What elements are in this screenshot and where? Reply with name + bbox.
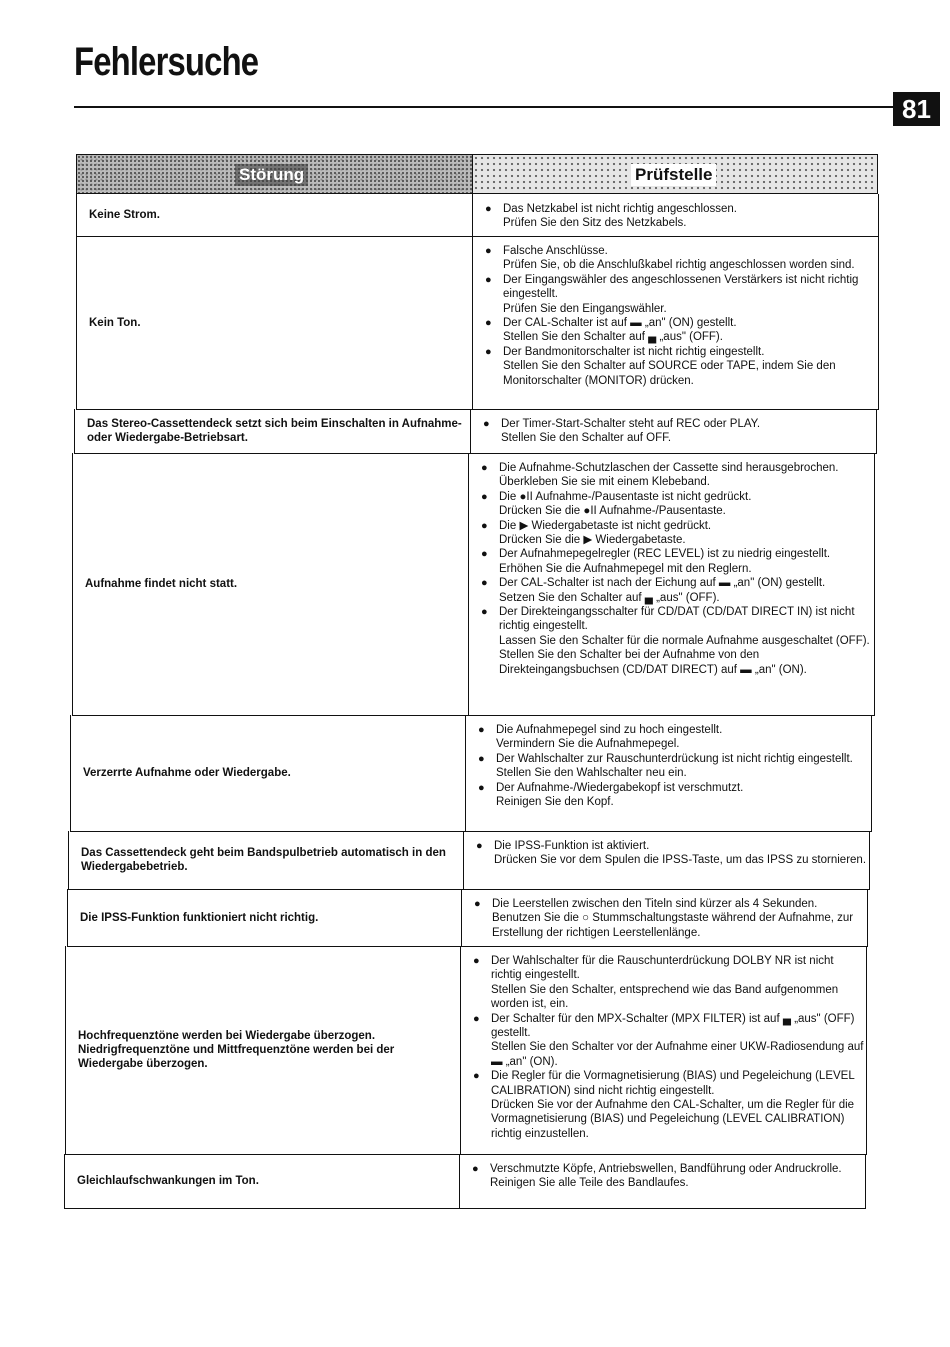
check-item [473, 273, 878, 316]
check-cause: Die ●II Aufnahme-/Pausentaste ist nicht gedrückt. [499, 490, 752, 503]
check-cell [471, 409, 877, 454]
check-cell [473, 194, 879, 237]
bullet-icon: ● [481, 519, 488, 532]
check-cell [466, 715, 872, 832]
bullet-icon: ● [481, 606, 488, 619]
check-remedy: Setzen Sie den Schalter auf ▄ „aus" (OFF). [499, 591, 720, 604]
check-cell [473, 236, 879, 410]
bullet-icon: ● [474, 898, 481, 910]
check-cell [462, 889, 868, 947]
check-item [461, 1069, 866, 1141]
check-remedy: Reinigen Sie alle Teile des Bandlaufes. [490, 1177, 689, 1190]
check-cause: Die Aufnahmepegel sind zu hoch eingestellt. [496, 724, 723, 736]
check-cause: Der Wahlschalter für die Rauschunterdrückung DOLBY NR ist nicht richtig eingestellt. [491, 955, 834, 982]
bullet-icon: ● [485, 245, 492, 257]
bullet-icon: ● [485, 203, 492, 215]
bullet-icon: ● [476, 840, 483, 852]
problem-cell [67, 889, 462, 947]
problem-text: Verzerrte Aufnahme oder Wiedergabe. [83, 767, 291, 779]
page-number: 81 [893, 92, 940, 126]
bullet-icon: ● [478, 752, 485, 765]
problem-cell [65, 946, 461, 1155]
bullet-icon: ● [485, 317, 492, 330]
bullet-icon: ● [481, 548, 488, 561]
header-stoerung: Störung [235, 164, 308, 186]
check-cause: Der Bandmonitorschalter ist nicht richtig eingestellt. [503, 345, 765, 358]
problem-text: Keine Strom. [89, 209, 160, 221]
check-remedy: Drücken Sie vor dem Spulen die IPSS-Taste, um das IPSS zu stornieren. [494, 854, 867, 867]
problem-text: Das Stereo-Cassettendeck setzt sich beim Einschalten in Aufnahme- oder Wiedergabe-Betriebsart. [87, 418, 462, 444]
check-item [466, 781, 871, 810]
bullet-icon: ● [478, 724, 485, 736]
header-pruefstelle: Prüfstelle [631, 164, 716, 186]
check-cause: Der Timer-Start-Schalter steht auf REC oder PLAY. [501, 418, 761, 430]
check-cause: Der Schalter für den MPX-Schalter (MPX FILTER) ist auf ▄ „aus" (OFF) gestellt. [491, 1012, 855, 1040]
check-cause: Das Netzkabel ist nicht richtig angeschlossen. [503, 203, 737, 215]
check-item [469, 547, 874, 576]
check-item [473, 316, 878, 345]
problem-cell [72, 453, 469, 716]
problem-text: Hochfrequenztöne werden bei Wiedergabe überzogen. Niedrigfrequenztöne und Mittfrequenztöne werden bei der Wiedergabe überzogen. [78, 1030, 395, 1070]
check-cause: Die ▶ Wiedergabetaste ist nicht gedrückt. [499, 519, 712, 532]
check-cell [460, 1154, 866, 1209]
check-item [466, 723, 871, 752]
problem-cell [64, 1154, 460, 1209]
bullet-icon: ● [485, 345, 492, 358]
bullet-icon: ● [473, 955, 480, 967]
check-item [471, 417, 876, 446]
check-cause: Der Aufnahme-/Wiedergabekopf ist verschmutzt. [496, 781, 744, 794]
check-cause: Der CAL-Schalter ist auf ▬ „an" (ON) gestellt. [503, 317, 737, 330]
check-cause: Die Leerstellen zwischen den Titeln sind kürzer als 4 Sekunden. [492, 898, 818, 910]
check-item [469, 490, 874, 519]
check-item [469, 461, 874, 490]
problem-text: Das Cassettendeck geht beim Bandspulbetrieb automatisch in den Wiedergabebetrieb. [81, 847, 446, 873]
bullet-icon: ● [483, 418, 490, 430]
bullet-icon: ● [478, 781, 485, 794]
check-cell [464, 831, 870, 890]
header-left-cell [76, 154, 473, 194]
check-cause: Die Regler für die Vormagnetisierung (BIAS) und Pegeleichung (LEVEL CALIBRATION) sind nicht richtig eingestellt. [491, 1070, 855, 1097]
problem-text: Kein Ton. [89, 316, 141, 329]
check-item [466, 752, 871, 781]
check-cause: Der Wahlschalter zur Rauschunterdrückung ist nicht richtig eingestellt. [496, 752, 853, 765]
bullet-icon: ● [485, 273, 492, 286]
bullet-icon: ● [472, 1163, 479, 1175]
check-remedy: Reinigen Sie den Kopf. [496, 796, 614, 809]
page-title: Fehlersuche [74, 40, 259, 84]
check-remedy: Prüfen Sie den Sitz des Netzkabels. [503, 217, 687, 230]
check-item [461, 1012, 866, 1070]
check-cell [461, 946, 867, 1155]
problem-cell [70, 715, 466, 832]
check-remedy: Vermindern Sie die Aufnahmepegel. [496, 738, 680, 751]
bullet-icon: ● [473, 1070, 480, 1083]
bullet-icon: ● [481, 490, 488, 503]
problem-text: Aufnahme findet nicht statt. [85, 578, 238, 590]
check-cause: Der Eingangswähler des angeschlossenen Verstärkers ist nicht richtig eingestellt. [503, 273, 859, 301]
problem-text: Die IPSS-Funktion funktioniert nicht richtig. [80, 911, 319, 924]
check-remedy: Stellen Sie den Schalter auf OFF. [501, 432, 672, 445]
bullet-icon: ● [481, 577, 488, 590]
check-cause: Falsche Anschlüsse. [503, 245, 608, 257]
check-cause: Die IPSS-Funktion ist aktiviert. [494, 840, 650, 852]
check-remedy: Überkleben Sie sie mit einem Klebeband. [499, 476, 710, 489]
problem-cell [74, 409, 471, 454]
check-remedy: Stellen Sie den Schalter vor der Aufnahme einer UKW-Radiosendung auf ▬ „an" (ON). [491, 1041, 864, 1068]
check-remedy: Drücken Sie die ●II Aufnahme-/Pausentaste. [499, 505, 726, 518]
check-cell [469, 453, 875, 716]
check-remedy: Stellen Sie den Schalter auf ▄ „aus" (OFF). [503, 331, 723, 344]
problem-cell [68, 831, 464, 890]
check-item [469, 519, 874, 548]
check-item [461, 954, 866, 1012]
check-remedy: Erhöhen Sie die Aufnahmepegel mit den Reglern. [499, 562, 752, 575]
check-item [462, 897, 867, 940]
check-cause: Der Direkteingangsschalter für CD/DAT (CD/DAT DIRECT IN) ist nicht richtig eingestellt. [499, 606, 855, 633]
problem-cell [76, 236, 473, 410]
check-remedy: Prüfen Sie den Eingangswähler. [503, 302, 667, 315]
check-remedy: Benutzen Sie die ○ Stummschaltungstaste während der Aufnahme, zur Erstellung der richtigen Leerstellenlänge. [492, 912, 854, 939]
problem-cell [76, 194, 473, 237]
check-remedy: Lassen Sie den Schalter für die normale Aufnahme ausgeschaltet (OFF). Stellen Sie den Schalter bei der Aufnahme von den Direkteingangsbuchsen (CD/DAT DIRECT) auf ▬ „an" (ON). [499, 634, 870, 676]
check-remedy: Drücken Sie vor der Aufnahme den CAL-Schalter, um die Regler für die Vormagnetisierung (BIAS) und Pegeleichung (LEVEL CALIBRATION) richtig einzustellen. [491, 1099, 855, 1140]
check-item [460, 1162, 865, 1191]
check-remedy: Stellen Sie den Schalter auf SOURCE oder TAPE, indem Sie den Monitorschalter (MONITOR) drücken. [503, 360, 836, 387]
check-item [473, 202, 878, 231]
check-cause: Der CAL-Schalter ist nach der Eichung auf ▬ „an" (ON) gestellt. [499, 577, 826, 590]
check-cause: Die Aufnahme-Schutzlaschen der Cassette sind herausgebrochen. [499, 462, 839, 474]
check-item [464, 839, 869, 868]
check-remedy: Stellen Sie den Schalter, entsprechend wie das Band aufgenommen worden ist, ein. [491, 983, 839, 1011]
problem-text: Gleichlaufschwankungen im Ton. [77, 1175, 259, 1187]
check-item [469, 605, 874, 677]
check-cause: Verschmutzte Köpfe, Antriebswellen, Bandführung oder Andruckrolle. [490, 1163, 842, 1175]
header-right-cell [472, 154, 878, 194]
check-item [469, 576, 874, 605]
bullet-icon: ● [473, 1012, 480, 1025]
check-item [473, 345, 878, 388]
check-remedy: Stellen Sie den Wahlschalter neu ein. [496, 767, 687, 780]
check-item [473, 244, 878, 273]
check-remedy: Drücken Sie die ▶ Wiedergabetaste. [499, 534, 686, 547]
bullet-icon: ● [481, 462, 488, 474]
check-remedy: Prüfen Sie, ob die Anschlußkabel richtig angeschlossen worden sind. [503, 259, 855, 272]
check-cause: Der Aufnahmepegelregler (REC LEVEL) ist zu niedrig eingestellt. [499, 548, 831, 561]
